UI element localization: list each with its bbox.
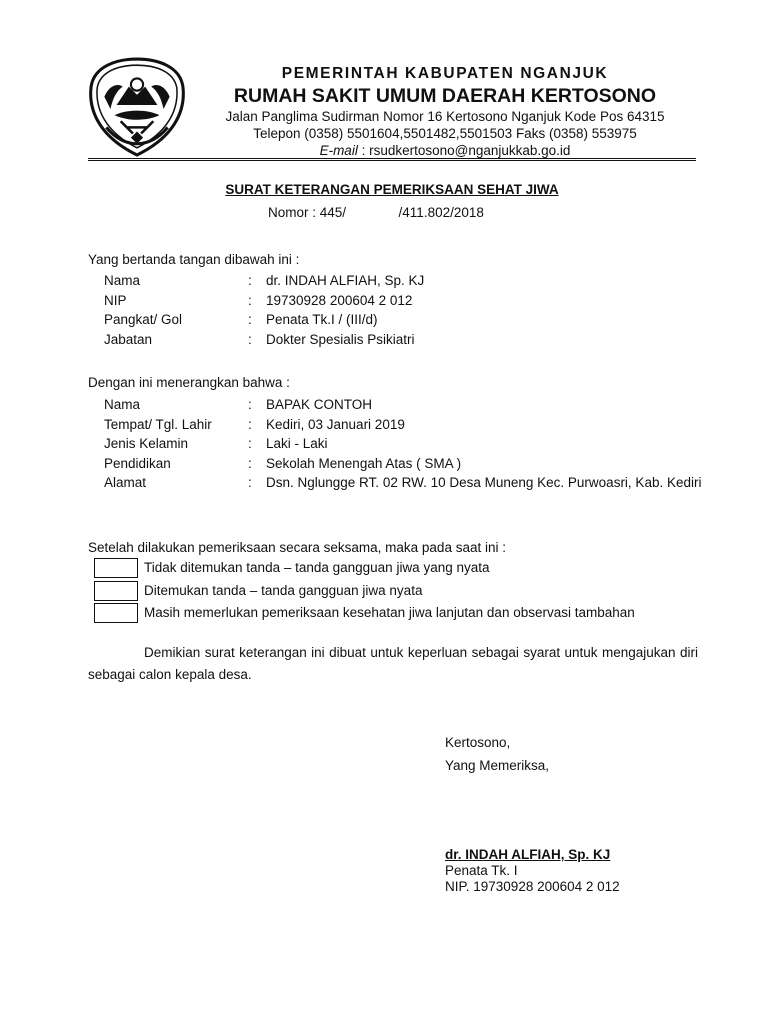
email-label: E-mail [319, 143, 358, 158]
signer-row [104, 291, 706, 311]
subject-row [104, 395, 706, 415]
field-label: Nama [104, 273, 141, 288]
field-value: Dokter Spesialis Psikiatri [266, 331, 415, 347]
signer-details [104, 271, 706, 349]
subject-details [104, 395, 706, 493]
subject-intro: Dengan ini menerangkan bahwa : [88, 375, 290, 390]
signature-rank: Penata Tk. I [445, 863, 518, 878]
subject-row [104, 473, 706, 493]
closing-paragraph [88, 642, 698, 686]
option-checkbox[interactable] [94, 581, 138, 601]
letterhead [190, 64, 700, 159]
option-label: Tidak ditemukan tanda – tanda gangguan jiwa yang nyata [144, 560, 490, 575]
field-separator: : [248, 436, 252, 451]
field-label: Pangkat/ Gol [104, 312, 183, 327]
subject-row [104, 434, 706, 454]
signer-row [104, 271, 706, 291]
signer-intro: Yang bertanda tangan dibawah ini : [88, 252, 300, 267]
field-separator: : [248, 273, 252, 288]
signature-role: Yang Memeriksa, [445, 758, 550, 773]
field-label: Jabatan [104, 331, 153, 347]
letterhead-hospital: RUMAH SAKIT UMUM DAERAH KERTOSONO [233, 85, 657, 107]
field-value: Sekolah Menengah Atas ( SMA ) [266, 455, 462, 471]
signature-nip: NIP. 19730928 200604 2 012 [445, 879, 620, 894]
field-label: Alamat [104, 475, 147, 490]
letterhead-divider-thin [88, 160, 696, 161]
field-value: 19730928 200604 2 012 [266, 292, 413, 308]
field-separator: : [248, 475, 252, 490]
field-value: Kediri, 03 Januari 2019 [266, 416, 405, 432]
subject-row [104, 454, 706, 474]
document-number: Nomor : 445/ /411.802/2018 [268, 205, 484, 220]
signer-row [104, 310, 706, 330]
field-label: Pendidikan [104, 455, 171, 471]
field-separator: : [248, 397, 252, 412]
field-separator: : [248, 455, 252, 471]
email-value: : rsudkertosono@nganjukkab.go.id [357, 143, 571, 158]
field-separator: : [248, 292, 252, 308]
option-label: Masih memerlukan pemeriksaan kesehatan jiwa lanjutan dan observasi tambahan [144, 605, 635, 620]
option-label: Ditemukan tanda – tanda gangguan jiwa nyata [144, 583, 423, 598]
field-label: Jenis Kelamin [104, 436, 189, 451]
field-label: Nama [104, 397, 141, 412]
option-checkbox[interactable] [94, 558, 138, 578]
field-value: dr. INDAH ALFIAH, Sp. KJ [266, 273, 425, 288]
exam-intro: Setelah dilakukan pemeriksaan secara seksama, maka pada saat ini : [88, 540, 506, 555]
field-value: Laki - Laki [266, 436, 328, 451]
subject-row [104, 415, 706, 435]
closing-text: Demikian surat keterangan ini dibuat untuk keperluan sebagai syarat untuk mengajukan diri sebagai calon kepala desa. [88, 645, 698, 682]
letterhead-phone: Telepon (0358) 5501604,5501482,5501503 Faks (0358) 553975 [253, 126, 637, 141]
letterhead-divider [88, 158, 696, 159]
signer-row [104, 330, 706, 350]
field-value: Dsn. Nglungge RT. 02 RW. 10 Desa Muneng Kec. Purwoasri, Kab. Kediri [266, 475, 702, 490]
field-value: BAPAK CONTOH [266, 397, 373, 412]
letterhead-government: PEMERINTAH KABUPATEN NGANJUK [281, 65, 609, 82]
regency-crest-icon [86, 56, 188, 158]
signature-place: Kertosono, [445, 735, 511, 750]
field-value: Penata Tk.I / (III/d) [266, 312, 378, 327]
option-checkbox[interactable] [94, 603, 138, 623]
field-label: NIP [104, 292, 127, 308]
document-title: SURAT KETERANGAN PEMERIKSAAN SEHAT JIWA [225, 182, 559, 197]
letterhead-address: Jalan Panglima Sudirman Nomor 16 Kertosono Nganjuk Kode Pos 64315 [225, 109, 665, 124]
field-separator: : [248, 312, 252, 327]
letterhead-email [190, 142, 700, 159]
field-label: Tempat/ Tgl. Lahir [104, 416, 212, 432]
field-separator: : [248, 331, 252, 347]
field-separator: : [248, 416, 252, 432]
signature-name: dr. INDAH ALFIAH, Sp. KJ [445, 847, 611, 862]
